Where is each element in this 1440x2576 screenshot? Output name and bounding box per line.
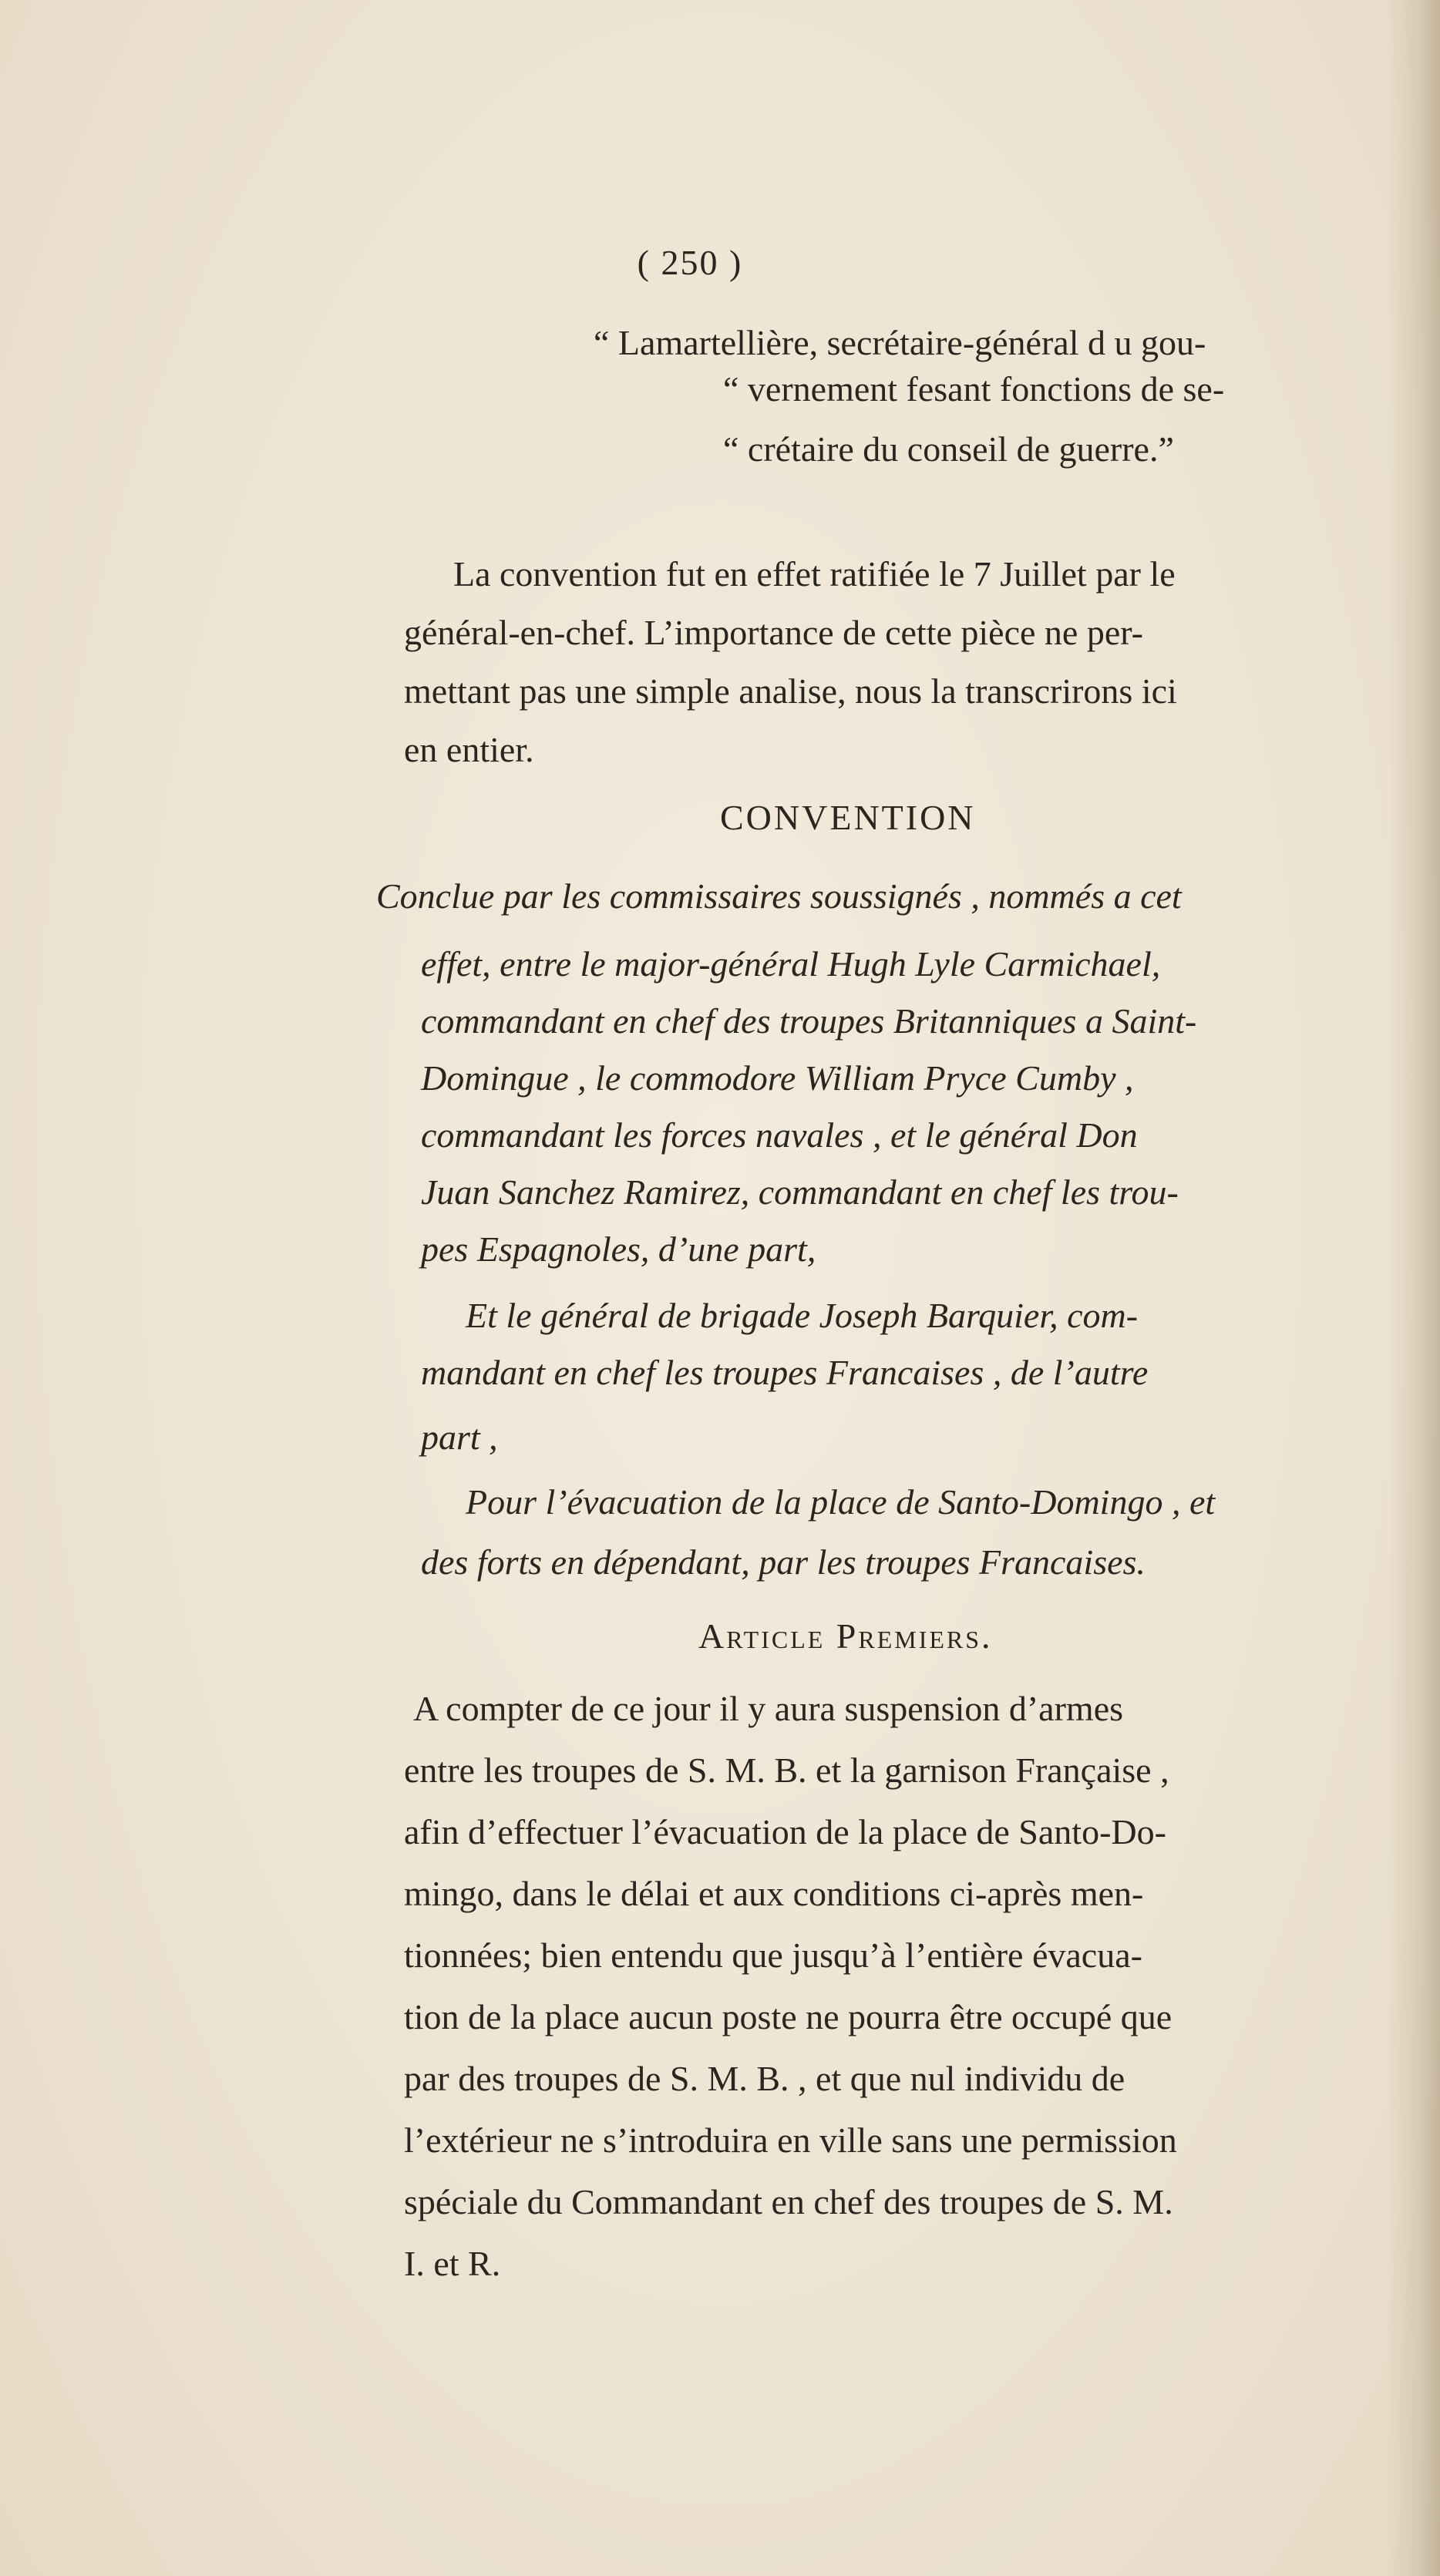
- italic-line-10: part ,: [421, 1417, 498, 1457]
- paragraph2-line-5: tionnées; bien entendu que jusqu’à l’entière évacua-: [404, 1935, 1142, 1975]
- italic-line-11: Pour l’évacuation de la place de Santo-Domingo , et: [466, 1482, 1216, 1522]
- italic-line-5: commandant les forces navales , et le général Don: [421, 1115, 1138, 1155]
- paragraph1-line-3: mettant pas une simple analise, nous la transcrirons ici: [404, 671, 1177, 711]
- paragraph2-line-2: entre les troupes de S. M. B. et la garnison Française ,: [404, 1750, 1169, 1790]
- paragraph2-line-9: spéciale du Commandant en chef des troupes de S. M.: [404, 2182, 1173, 2221]
- quote-line-1: “ Lamartellière, secrétaire-général d u gou-: [594, 323, 1206, 362]
- paragraph2-line-10: I. et R.: [404, 2244, 501, 2283]
- quote-line-2: “ vernement fesant fonctions de se-: [723, 369, 1225, 409]
- paragraph2-line-1: A compter de ce jour il y aura suspension d’armes: [413, 1689, 1124, 1728]
- paragraph2-line-7: par des troupes de S. M. B. , et que nul individu de: [404, 2059, 1125, 2098]
- italic-line-4: Domingue , le commodore William Pryce Cumby ,: [421, 1058, 1134, 1098]
- italic-line-7: pes Espagnoles, d’une part,: [421, 1229, 816, 1269]
- quote-line-3: “ crétaire du conseil de guerre.”: [723, 429, 1174, 469]
- article-heading: Article Premiers.: [698, 1616, 993, 1656]
- page-number-header: ( 250 ): [637, 243, 743, 282]
- italic-line-6: Juan Sanchez Ramirez, commandant en chef les trou-: [421, 1172, 1179, 1212]
- convention-heading: CONVENTION: [720, 798, 976, 837]
- paragraph2-line-3: afin d’effectuer l’évacuation de la place de Santo-Do-: [404, 1812, 1166, 1851]
- paragraph2-line-8: l’extérieur ne s’introduira en ville sans une permission: [404, 2120, 1177, 2160]
- paragraph2-line-6: tion de la place aucun poste ne pourra être occupé que: [404, 1997, 1173, 2036]
- italic-line-9: mandant en chef les troupes Francaises , de l’autre: [421, 1353, 1149, 1392]
- paragraph1-line-1: La convention fut en effet ratifiée le 7 Juillet par le: [453, 554, 1176, 594]
- italic-line-3: commandant en chef des troupes Britanniques a Saint-: [421, 1001, 1197, 1041]
- italic-line-12: des forts en dépendant, par les troupes Francaises.: [421, 1542, 1146, 1582]
- italic-line-1: Conclue par les commissaires soussignés , nommés a cet: [376, 876, 1182, 916]
- paragraph2-line-4: mingo, dans le délai et aux conditions ci-après men-: [404, 1874, 1144, 1913]
- paragraph1-line-4: en entier.: [404, 730, 534, 769]
- paragraph1-line-2: général-en-chef. L’importance de cette pièce ne per-: [404, 613, 1143, 652]
- italic-line-8: Et le général de brigade Joseph Barquier, com-: [466, 1296, 1139, 1335]
- italic-line-2: effet, entre le major-général Hugh Lyle Carmichael,: [421, 944, 1161, 984]
